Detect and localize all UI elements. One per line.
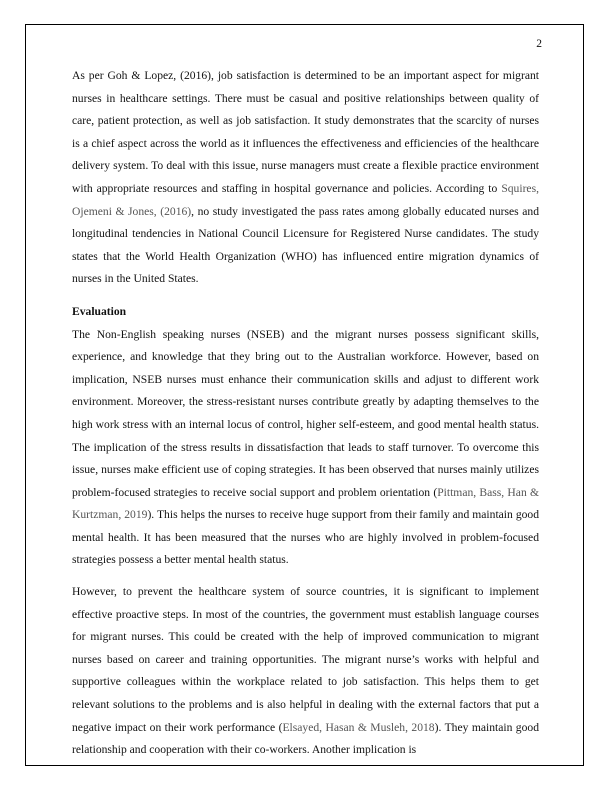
- citation-squires: Squires, Ojemeni & Jones, (2016): [72, 181, 539, 218]
- citation-elsayed: Elsayed, Hasan & Musleh, 2018: [282, 720, 435, 734]
- paragraph-text: However, to prevent the healthcare system of source countries, it is significant to implement effective proactive steps. In most of the countries, the government must establish language courses for migrant nurses. This could be created with the help of improved communication to migrant nurses based on career and training opportunities. The migrant nurse’s works with helpful and supportive colleagues within the workplace related to job satisfaction. This helps them to get relevant solutions to the problems and is also helpful in dealing with the external factors that put a negative impact on their work performance (: [72, 585, 539, 734]
- paragraph-goh-lopez: [72, 65, 539, 291]
- paragraph-text: ). This helps the nurses to receive huge support from their family and maintain good mental health. It has been measured that the nurses who are highly involved in problem-focused strategies possess a better mental health status.: [72, 508, 540, 567]
- paragraph-text: , no study investigated the pass rates among globally educated nurses and longitudinal tendencies in National Council Licensure for Registered Nurse candidates. The study states that the World Health Organization (WHO) has influenced entire migration dynamics of nurses in the United States.: [72, 204, 539, 286]
- paragraph-text: As per Goh & Lopez, (2016), job satisfaction is determined to be an important aspect for migrant nurses in healthcare settings. There must be casual and positive relationships between quality of care, patient protection, as well as job satisfaction. It study demonstrates that the scarcity of nurses is a chief aspect across the world as it influences the effectiveness and efficiencies of the healthcare delivery system. To deal with this issue, nurse managers must create a flexible practice environment with appropriate resources and staffing in hospital governance and policies. According to: [72, 69, 539, 195]
- citation-pittman: Pittman, Bass, Han & Kurtzman, 2019: [72, 485, 539, 522]
- paragraph-text: The Non-English speaking nurses (NSEB) and the migrant nurses possess significant skills, experience, and knowledge that they bring out to the Australian workforce. However, based on implication, NSEB nurses must enhance their communication skills and adjust to different work environment. Moreover, the stress-resistant nurses contribute greatly by adapting themselves to the high work stress with an internal locus of control, higher self-esteem, and good mental health status. The implication of the stress results in dissatisfaction that leads to staff turnover. To overcome this issue, nurses make efficient use of coping strategies. It has been observed that nurses mainly utilizes problem-focused strategies to receive social support and problem orientation (: [72, 327, 539, 499]
- section-heading-evaluation: Evaluation: [72, 304, 127, 318]
- document-body: [72, 65, 539, 762]
- page-number: 2: [536, 38, 542, 50]
- paragraph-evaluation: [72, 324, 539, 573]
- paragraph-proactive-steps: [72, 581, 539, 762]
- paragraph-text: ). They maintain good relationship and cooperation with their co-workers. Another implication is: [72, 720, 539, 757]
